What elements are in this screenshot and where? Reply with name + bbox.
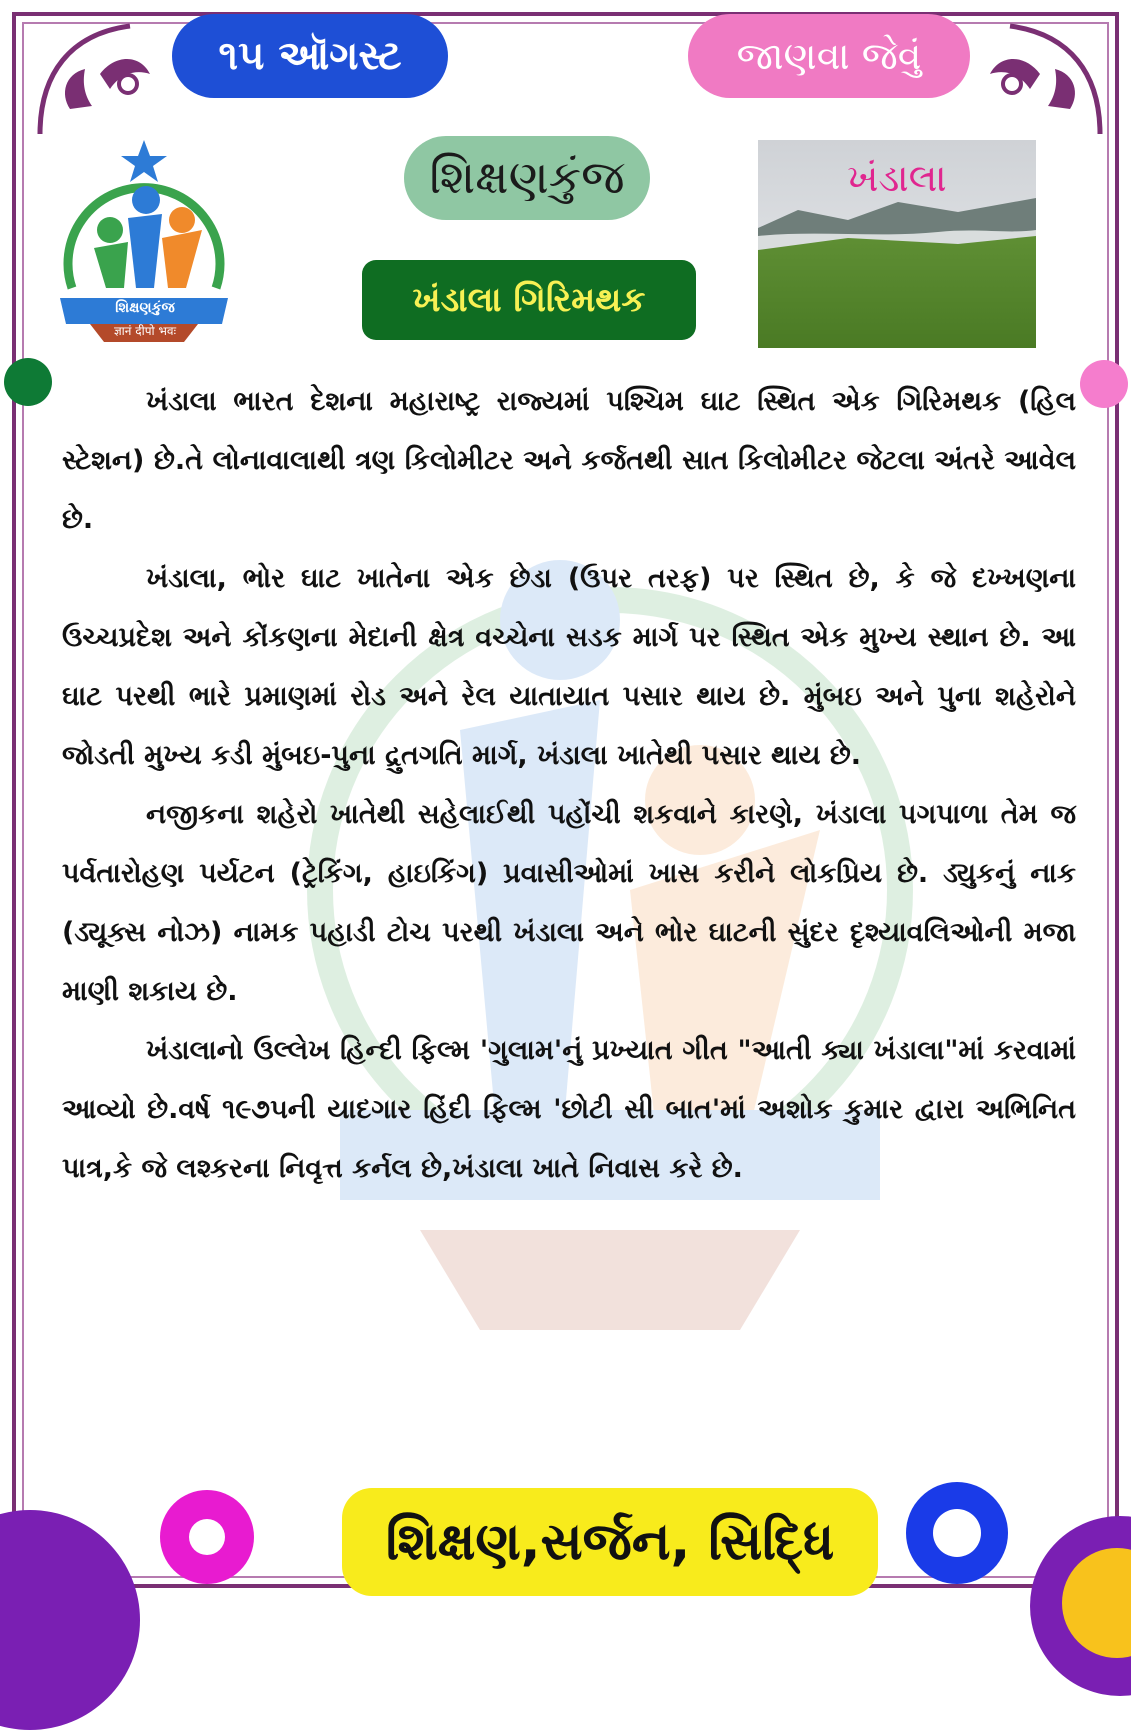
- article-paragraph: ખંડાલા, ભોર ઘાટ ખાતેના એક છેડા (ઉપર તરફ) પર સ્થિત છે, કે જે દખ્ખણના ઉચ્ચપ્રદેશ અને કોંકણના મેદાની ક્ષેત્ર વચ્ચેના સડક માર્ગ પર સ્થિત એક મુખ્ય સ્થાન છે. આ ઘાટ પરથી ભારે પ્રમાણમાં રોડ અને રેલ યાતાયાત પસાર થાય છે. મુંબઇ અને પુના શહેરોને જોડતી મુખ્ય કડી મુંબઇ-પુના દ્રુતગતિ માર્ગ, ખંડાલા ખાતેથી પસાર થાય છે.: [62, 563, 1076, 771]
- brand-title: શિક્ષણકુંજ: [404, 136, 650, 220]
- article-paragraph: ખંડાલા ભારત દેશના મહારાષ્ટ્ર રાજ્યમાં પશ્ચિમ ઘાટ સ્થિત એક ગિરિમથક (હિલ સ્ટેશન) છે.તે લોનાવાલાથી ત્રણ કિલોમીટર અને કર્જતથી સાત કિલોમીટર જેટલા અંતરે આવેલ છે.: [62, 386, 1076, 535]
- khandala-photo: [758, 140, 1036, 348]
- date-badge: ૧૫ ઑગસ્ટ: [172, 14, 448, 98]
- flourish-ornament-icon: [960, 14, 1110, 144]
- blue-ring-center: [933, 1509, 981, 1557]
- topic-title: ખંડાલા ગિરિમથક: [362, 260, 696, 340]
- did-you-know-badge: જાણવા જેવું: [688, 14, 970, 98]
- logo-motto-text: ज्ञानं दीपो भवः: [113, 324, 177, 338]
- article-body: [62, 372, 1076, 1198]
- article-paragraph: ખંડાલાનો ઉલ્લેખ હિન્દી ફિલ્મ 'ગુલામ'નું પ્રખ્યાત ગીત "આતી ક્યા ખંડાલા"માં કરવામાં આવ્યો છે.વર્ષ ૧૯૭૫ની યાદગાર હિંદી ફિલ્મ 'છોટી સી બાત'માં અશોક કુમાર દ્વારા અભિનિત પાત્ર,કે જે લશ્કરના નિવૃત્ત કર્નલ છે,ખંડાલા ખાતે નિવાસ કરે છે.: [62, 1035, 1076, 1184]
- logo-ring-text: શિક્ષણકુંજ: [115, 300, 175, 316]
- pink-dot-icon: [1080, 360, 1128, 408]
- article-paragraph: નજીકના શહેરો ખાતેથી સહેલાઈથી પહોંચી શકવાને કારણે, ખંડાલા પગપાળા તેમ જ પર્વતારોહણ પર્યટન (ટ્રેકિંગ, હાઇકિંગ) પ્રવાસીઓમાં ખાસ કરીને લોકપ્રિય છે. ડ્યુકનું નાક (ડ્યૂક્સ નોઝ) નામક પહાડી ટોચ પરથી ખંડાલા અને ભોર ઘાટની સુંદર દૃશ્યાવલિઓની મજા માણી શકાય છે.: [62, 799, 1076, 1007]
- photo-caption: ખંડાલા: [847, 156, 947, 200]
- footer-motto: શિક્ષણ,સર્જન, સિદ્ધિ: [342, 1488, 878, 1596]
- magenta-ring-center: [189, 1519, 225, 1555]
- star-icon: [121, 140, 167, 182]
- flourish-ornament-icon: [30, 14, 180, 144]
- green-dot-icon: [4, 358, 52, 406]
